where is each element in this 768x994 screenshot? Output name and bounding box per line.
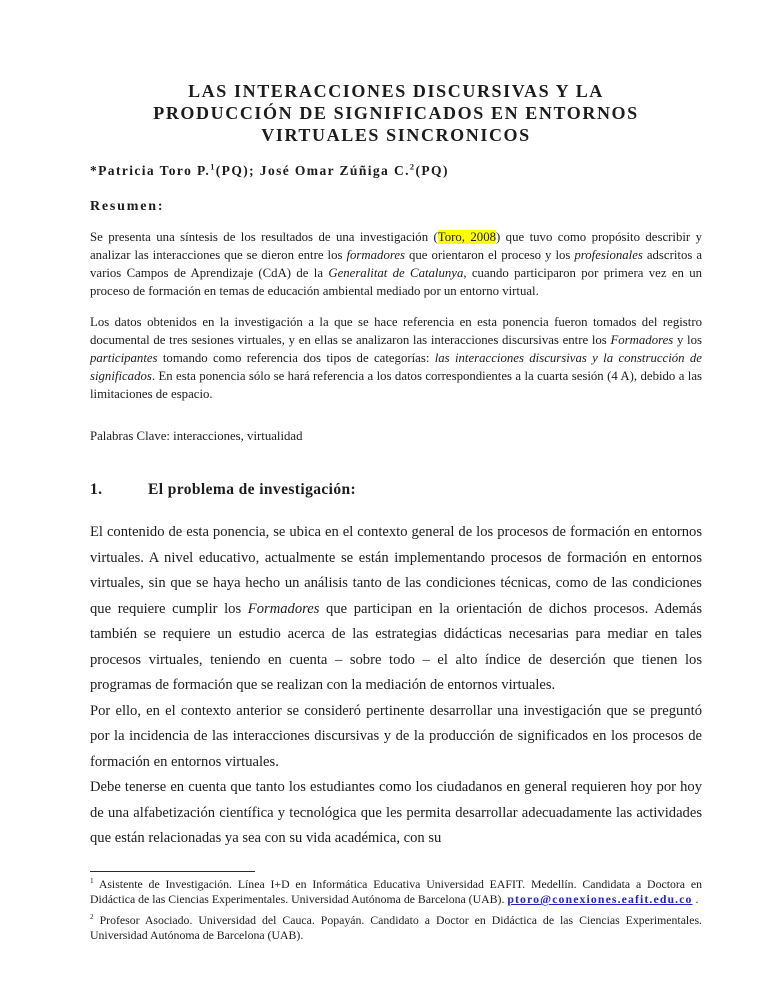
text-segment: Se presenta una síntesis de los resultados de una investigación ( xyxy=(90,230,438,244)
abstract-heading: Resumen: xyxy=(90,199,165,214)
footnote-marker: 2 xyxy=(409,162,416,172)
text-segment: que participan en la orientación de dichos procesos. Además también se requiere un estudio acerca de las estrategias didácticas necesarias para mediar en tales procesos virtuales, teniendo en cuenta – sobre todo – el alto índice de deserción que tienen los programas de formación que se realizan con la mediación de entornos virtuales. xyxy=(90,600,703,693)
text-segment: , cuando participaron por primera vez en un proceso de formación en temas de educación ambiental mediado por un entorno virtual. xyxy=(90,266,703,298)
paper-title-line-1: LAS INTERACCIONES DISCURSIVAS Y LA xyxy=(188,81,604,101)
section-heading xyxy=(90,481,702,499)
footnote-2 xyxy=(90,913,702,944)
text-segment: adscritos a varios Campos de Aprendizaje (CdA) de la xyxy=(90,248,703,280)
section-title: El problema de investigación: xyxy=(148,481,357,498)
paper-title-line-2: PRODUCCIÓN DE SIGNIFICADOS EN ENTORNOS xyxy=(153,103,639,123)
body-paragraph-3: Debe tenerse en cuenta que tanto los estudiantes como los ciudadanos en general requieren hoy por hoy de una alfabetización científica y tecnológica que les permita desarrollar adecuadamente las actividades que están relacionadas ya sea con su vida académica, con su xyxy=(90,779,702,846)
text-segment: Asistente de Investigación. Línea I+D en Informática Educativa Universidad EAFIT. Medellín. Candidata a Doctora en Didáctica de las Ciencias Experimentales. Universidad Autónoma de Barcelona (UAB). xyxy=(90,876,702,906)
body-paragraph-1 xyxy=(90,520,702,699)
text-segment: participantes xyxy=(90,351,158,365)
text-segment: Los datos obtenidos en la investigación a la que se hace referencia en esta ponencia fueron tomados del registro documental de tres sesiones virtuales, y en ellas se analizaron las interacciones discursivas entre los xyxy=(90,315,702,347)
footnote-1 xyxy=(90,877,702,908)
text-segment: Formadores xyxy=(610,333,674,347)
footnote-separator xyxy=(90,871,255,872)
text-segment: tomando como referencia dos tipos de categorías: xyxy=(157,351,435,365)
text-segment: *Patricia Toro P. xyxy=(90,163,211,178)
text-segment: El contenido de esta ponencia, se ubica en el contexto general de los procesos de formación en entornos virtuales. A nivel educativo, actualmente se están implementando procesos de formación en entornos virtuales, sin que se haya hecho un análisis tanto de las condiciones técnicas, como de las condiciones que requiere cumplir los xyxy=(90,524,702,617)
text-segment: Generalitat de Catalunya xyxy=(328,266,464,280)
text-segment: Formadores xyxy=(247,600,320,617)
text-segment: que orientaron el proceso y los xyxy=(405,248,575,262)
text-segment: ) que tuvo como propósito describir y analizar las interacciones que se dieron entre los xyxy=(90,230,702,262)
footnote-marker: 1 xyxy=(210,162,216,172)
abstract-paragraph-1 xyxy=(90,228,702,300)
highlighted-citation: Toro, 2008 xyxy=(437,230,496,244)
text-segment: y los xyxy=(673,333,702,347)
paper-title xyxy=(90,80,702,146)
footnote-marker: 2 xyxy=(90,911,94,921)
paper-title-line-3: VIRTUALES SINCRONICOS xyxy=(261,125,531,145)
text-segment: formadores xyxy=(346,248,406,262)
keywords-line: Palabras Clave: interacciones, virtualidad xyxy=(90,429,303,443)
section-number: 1. xyxy=(90,481,103,498)
text-segment: (PQ); José Omar Zúñiga C. xyxy=(215,163,410,178)
email-link[interactable]: ptoro@conexiones.eafit.edu.co xyxy=(507,892,693,906)
text-segment: (PQ) xyxy=(415,163,449,178)
footnote-marker: 1 xyxy=(90,875,94,885)
text-segment: . En esta ponencia sólo se hará referencia a los datos correspondientes a la cuarta sesión (4 A), debido a las limitaciones de espacio. xyxy=(90,369,702,401)
abstract-paragraph-2 xyxy=(90,313,702,403)
body-paragraph-2: Por ello, en el contexto anterior se consideró pertinente desarrollar una investigación que se preguntó por la incidencia de las interacciones discursivas y de la producción de significados en los procesos de formación en entornos virtuales. xyxy=(90,702,702,770)
text-segment: las interacciones discursivas y la construcción de significados xyxy=(90,351,702,383)
text-segment: Profesor Asociado. Universidad del Cauca. Popayán. Candidato a Doctor en Didáctica de las Ciencias Experimentales. Universidad Autónoma de Barcelona (UAB). xyxy=(90,912,702,942)
authors-line xyxy=(90,163,702,179)
text-segment: profesionales xyxy=(574,248,643,262)
text-segment: . xyxy=(692,892,699,906)
